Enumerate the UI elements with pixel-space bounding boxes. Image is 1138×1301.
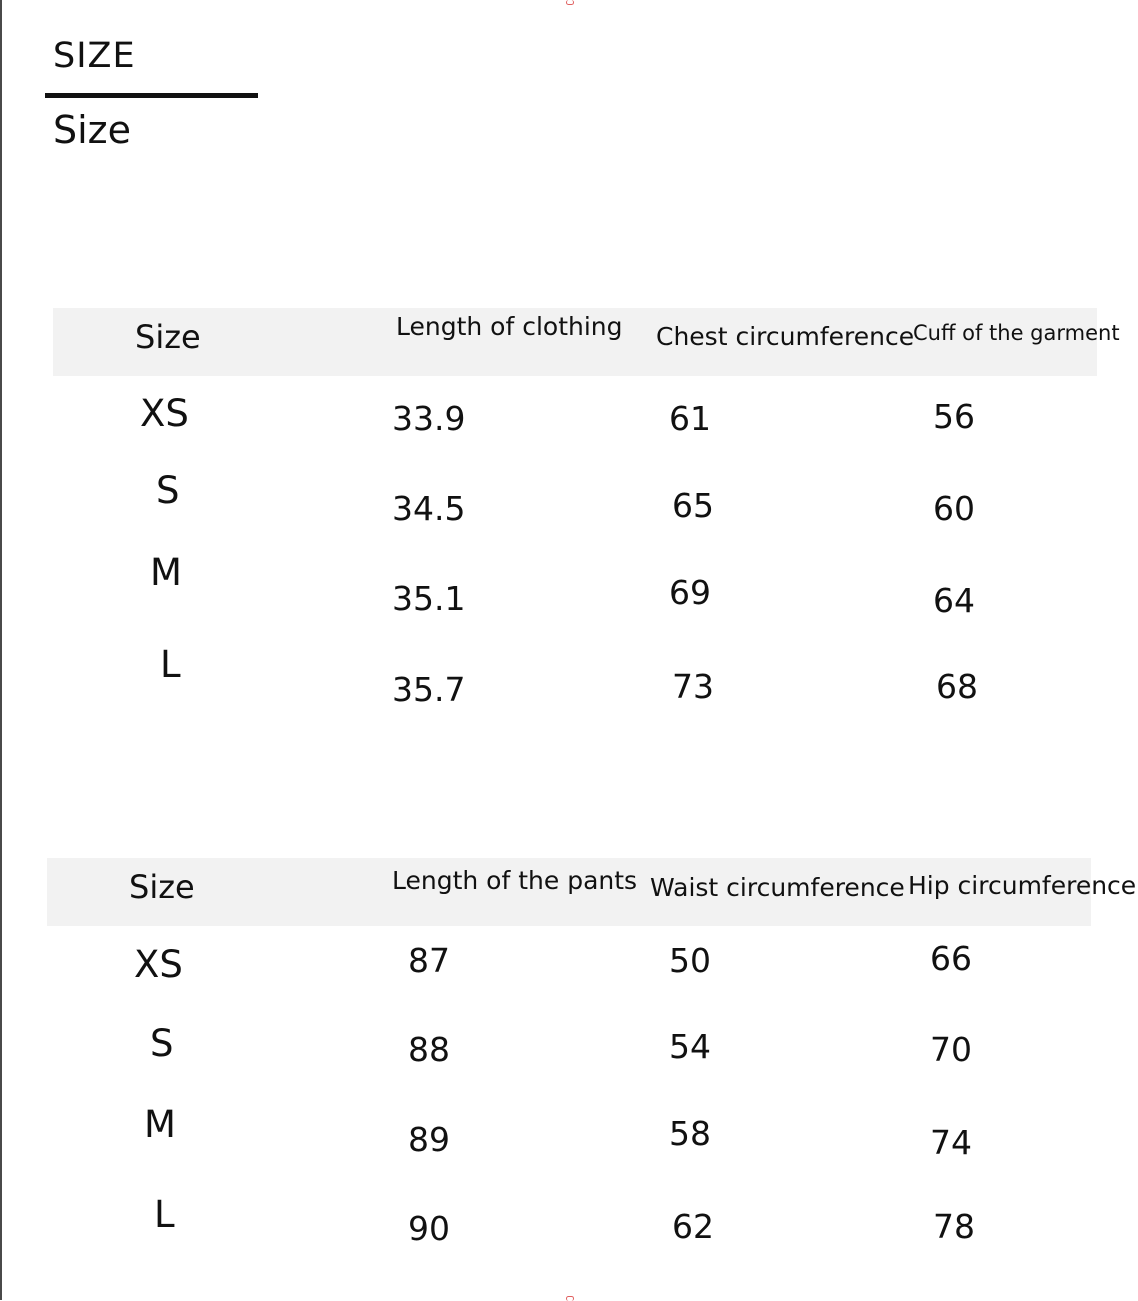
row-size-label: XS: [140, 392, 189, 435]
row-value: 78: [933, 1207, 975, 1246]
row-value: 90: [408, 1209, 450, 1248]
row-size-label: L: [160, 643, 181, 686]
row-value: 60: [933, 489, 975, 528]
row-size-label: L: [154, 1193, 175, 1236]
row-size-label: XS: [134, 943, 183, 986]
row-size-label: S: [156, 469, 180, 512]
row-value: 35.7: [392, 670, 466, 709]
heading-underline: [45, 93, 258, 98]
column-header-pants-length: Length of the pants: [392, 866, 638, 895]
row-value: 66: [930, 939, 972, 978]
row-value: 64: [933, 581, 975, 620]
column-header-size: Size: [129, 868, 195, 906]
column-header-cuff: Cuff of the garment: [913, 321, 1120, 345]
row-size-label: M: [144, 1103, 176, 1146]
row-value: 70: [930, 1030, 972, 1069]
row-value: 73: [672, 667, 714, 706]
bottom-marker-dot: [566, 1296, 574, 1301]
size-heading: SIZE: [53, 36, 136, 76]
row-value: 58: [669, 1114, 711, 1153]
column-header-waist: Waist circumference: [650, 873, 905, 902]
row-value: 54: [669, 1027, 711, 1066]
column-header-length: Length of clothing: [396, 312, 623, 341]
row-value: 89: [408, 1120, 450, 1159]
row-value: 88: [408, 1030, 450, 1069]
row-value: 74: [930, 1123, 972, 1162]
row-value: 33.9: [392, 399, 466, 438]
column-header-size: Size: [135, 318, 201, 356]
row-value: 34.5: [392, 489, 466, 528]
row-value: 62: [672, 1207, 714, 1246]
row-size-label: S: [150, 1022, 174, 1065]
size-subheading: Size: [53, 108, 132, 152]
row-value: 65: [672, 486, 714, 525]
row-value: 87: [408, 941, 450, 980]
row-value: 50: [669, 941, 711, 980]
top-marker-dot: [566, 0, 574, 5]
row-value: 61: [669, 399, 711, 438]
row-value: 68: [936, 667, 978, 706]
row-value: 35.1: [392, 579, 466, 618]
row-size-label: M: [150, 551, 182, 594]
page-left-border: [0, 0, 2, 1300]
row-value: 69: [669, 573, 711, 612]
row-value: 56: [933, 397, 975, 436]
column-header-hip: Hip circumference: [908, 871, 1137, 900]
column-header-chest: Chest circumference: [656, 322, 915, 351]
